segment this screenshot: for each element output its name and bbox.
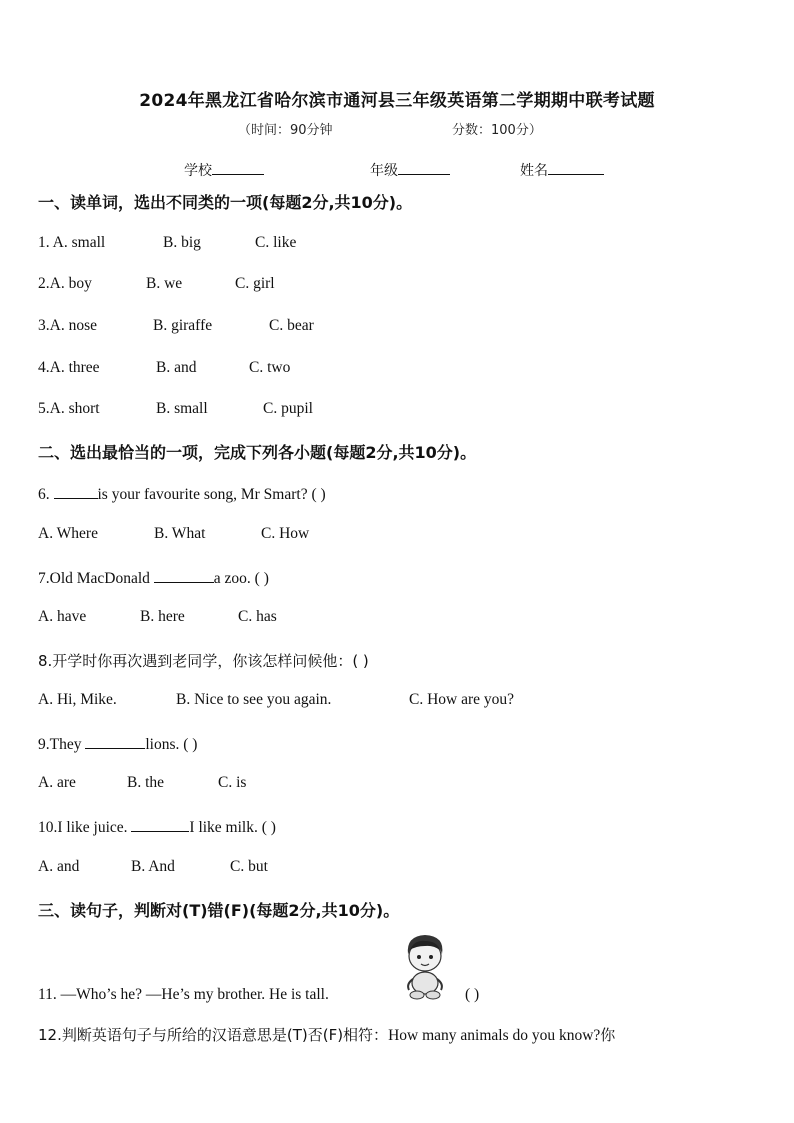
school-label: 学校 xyxy=(184,163,212,179)
q5-option-c[interactable]: C. pupil xyxy=(263,400,313,417)
question-8: 8.开学时你再次遇到老同学，你该怎样问候他：( ) xyxy=(38,652,369,670)
q5-option-a[interactable]: A. short xyxy=(49,400,100,417)
question-4: 4.A. three B. and C. two xyxy=(38,359,291,376)
question-10: 10.I like juice. I like milk. ( ) xyxy=(38,816,276,837)
q9-option-b[interactable]: B. the xyxy=(127,774,165,791)
exam-time: （时间：90分钟 xyxy=(238,123,333,138)
q9-blank[interactable] xyxy=(85,733,145,749)
q9-option-c[interactable]: C. is xyxy=(218,774,247,791)
question-2: 2.A. boy B. we C. girl xyxy=(38,275,275,292)
baby-boy-icon xyxy=(400,932,450,1000)
q6-option-c[interactable]: C. How xyxy=(261,525,310,542)
question-6-options xyxy=(38,525,310,543)
q4-option-b[interactable]: B. and xyxy=(156,359,197,376)
q4-option-a[interactable]: A. three xyxy=(49,359,100,376)
question-9: 9.They lions. ( ) xyxy=(38,733,197,754)
question-1: 1. A. small B. big C. like xyxy=(38,234,297,251)
q10-option-a[interactable]: A. and xyxy=(38,858,80,875)
q5-option-b[interactable]: B. small xyxy=(156,400,208,417)
question-8-options xyxy=(38,691,515,709)
q7-option-a[interactable]: A. have xyxy=(38,608,87,625)
question-9-options xyxy=(38,774,247,792)
q3-option-a[interactable]: A. nose xyxy=(49,317,97,334)
exam-score: 分数：100分） xyxy=(452,123,542,138)
q7-option-b[interactable]: B. here xyxy=(140,608,185,625)
question-7-options xyxy=(38,608,277,626)
q7-blank[interactable] xyxy=(154,567,214,583)
name-label: 姓名 xyxy=(520,163,548,179)
grade-field[interactable] xyxy=(370,160,450,180)
question-10-options xyxy=(38,858,268,876)
q8-option-b[interactable]: B. Nice to see you again. xyxy=(176,691,332,708)
section-2-heading: 二、选出最恰当的一项，完成下列各小题(每题2分,共10分)。 xyxy=(38,443,477,462)
q2-option-c[interactable]: C. girl xyxy=(235,275,275,292)
name-field[interactable] xyxy=(520,160,604,180)
q10-option-c[interactable]: C. but xyxy=(230,858,268,875)
school-field[interactable] xyxy=(184,160,264,180)
q3-option-b[interactable]: B. giraffe xyxy=(153,317,213,334)
q6-option-b[interactable]: B. What xyxy=(154,525,206,542)
question-6: 6. is your favourite song, Mr Smart? ( ) xyxy=(38,483,326,504)
q2-option-b[interactable]: B. we xyxy=(146,275,183,292)
section-1-heading: 一、读单词，选出不同类的一项(每题2分,共10分)。 xyxy=(38,193,413,212)
q4-option-c[interactable]: C. two xyxy=(249,359,291,376)
q1-option-c[interactable]: C. like xyxy=(255,234,297,251)
q10-option-b[interactable]: B. And xyxy=(131,858,175,875)
question-7: 7.Old MacDonald a zoo. ( ) xyxy=(38,567,269,588)
q1-option-a[interactable]: A. small xyxy=(52,234,106,251)
q8-option-c[interactable]: C. How are you? xyxy=(409,691,515,708)
exam-title: 2024年黑龙江省哈尔滨市通河县三年级英语第二学期期中联考试题 xyxy=(139,91,655,111)
q11-answer-paren[interactable]: ( ) xyxy=(465,986,480,1003)
q10-blank[interactable] xyxy=(131,816,189,832)
question-3: 3.A. nose B. giraffe C. bear xyxy=(38,317,314,334)
q7-option-c[interactable]: C. has xyxy=(238,608,277,625)
grade-label: 年级 xyxy=(370,163,398,179)
question-12: 12.判断英语句子与所给的汉语意思是(T)否(F)相符：How many animals do you know?你 xyxy=(38,1026,616,1044)
question-11: 11. —Who’s he? —He’s my brother. He is tall. xyxy=(38,986,329,1003)
q8-option-a[interactable]: A. Hi, Mike. xyxy=(38,691,117,708)
section-3-heading: 三、读句子，判断对(T)错(F)(每题2分,共10分)。 xyxy=(38,901,400,920)
q2-option-a[interactable]: A. boy xyxy=(49,275,92,292)
q1-option-b[interactable]: B. big xyxy=(163,234,201,251)
q9-option-a[interactable]: A. are xyxy=(38,774,76,791)
q6-blank[interactable] xyxy=(54,483,98,499)
question-5: 5.A. short B. small C. pupil xyxy=(38,400,313,417)
q6-option-a[interactable]: A. Where xyxy=(38,525,98,542)
q3-option-c[interactable]: C. bear xyxy=(269,317,314,334)
